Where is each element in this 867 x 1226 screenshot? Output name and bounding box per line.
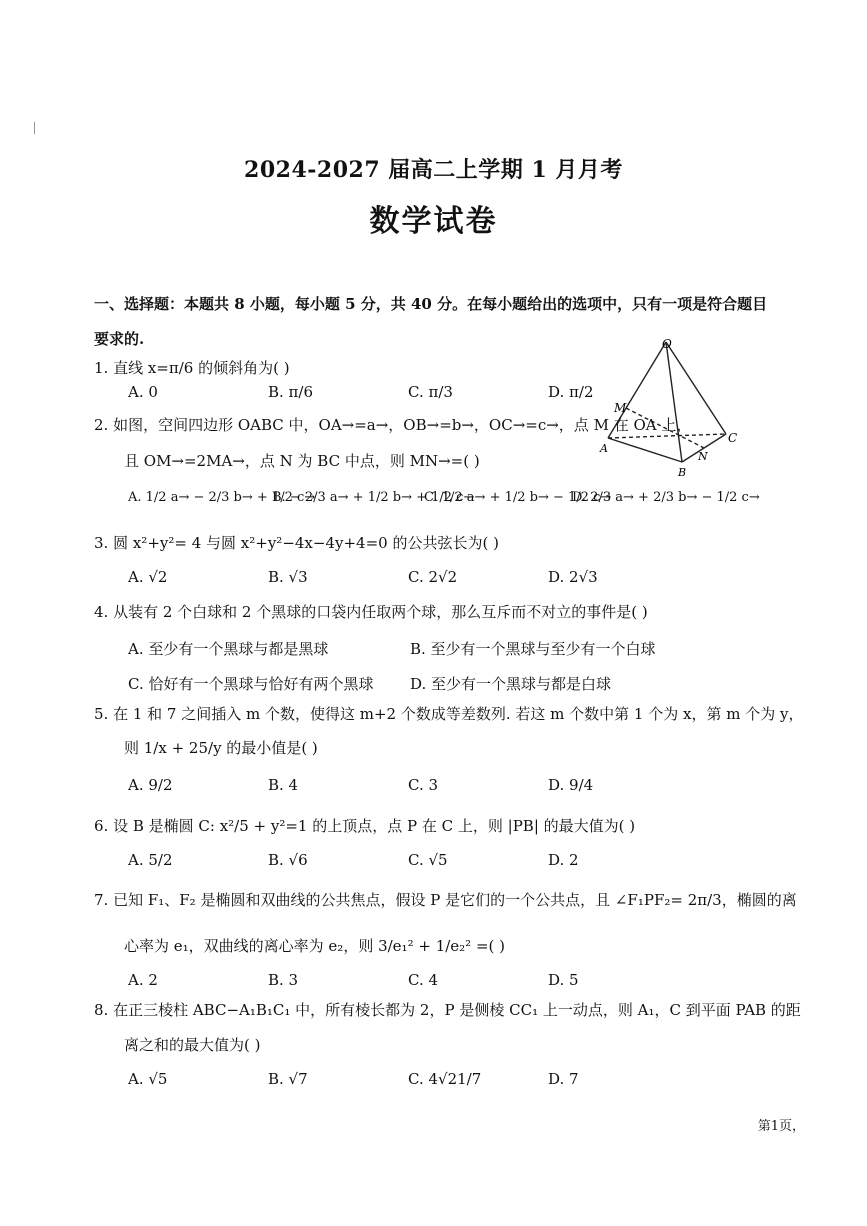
q1-option-d: D. π/2	[548, 383, 594, 401]
q1-option-c: C. π/3	[408, 383, 453, 401]
q4-option-b: B. 至少有一个黑球与至少有一个白球	[410, 640, 656, 658]
q6-option-a: A. 5/2	[128, 851, 173, 869]
q4-option-c: C. 恰好有一个黑球与恰好有两个黑球	[128, 675, 374, 693]
question-6-text: 6. 设 B 是椭圆 C: x²/5 + y²=1 的上顶点，点 P 在 C 上，则 |PB| 的最大值为( )	[94, 817, 636, 835]
question-2-text-line1: 2. 如图，空间四边形 OABC 中，OA→=a→，OB→=b→，OC→=c→，点 M 在 OA 上，	[94, 416, 692, 434]
q3-option-b: B. √3	[268, 568, 308, 586]
q3-option-c: C. 2√2	[408, 568, 458, 586]
q7-option-d: D. 5	[548, 971, 579, 989]
label-o: O	[662, 337, 672, 351]
scan-mark	[34, 122, 35, 134]
label-a: A	[600, 442, 608, 455]
question-4-text: 4. 从装有 2 个白球和 2 个黑球的口袋内任取两个球，那么互斥而不对立的事件是( )	[94, 603, 648, 621]
q4-option-a: A. 至少有一个黑球与都是黑球	[128, 640, 329, 658]
edge-oc	[666, 342, 726, 434]
question-7-text-line1: 7. 已知 F₁、F₂ 是椭圆和双曲线的公共焦点，假设 P 是它们的一个公共点，且 ∠F₁PF₂= 2π/3，椭圆的离	[94, 891, 797, 909]
edge-ob	[666, 342, 682, 462]
label-c: C	[728, 431, 738, 445]
label-n: N	[698, 450, 708, 463]
q4-option-d: D. 至少有一个黑球与都是白球	[410, 675, 612, 693]
edge-ac	[608, 434, 726, 438]
q8-option-b: B. √7	[268, 1070, 308, 1088]
q7-option-a: A. 2	[128, 971, 158, 989]
question-2-text-line2: 且 OM→=2MA→，点 N 为 BC 中点，则 MN→=( )	[124, 452, 480, 470]
q2-option-a: A. 1/2 a→ − 2/3 b→ + 1/2 c→	[128, 490, 316, 505]
exam-subtitle: 数学试卷	[369, 204, 498, 239]
question-3-text: 3. 圆 x²+y²= 4 与圆 x²+y²−4x−4y+4=0 的公共弦长为( )	[94, 534, 499, 552]
q1-option-b: B. π/6	[268, 383, 314, 401]
question-8-text-line2: 离之和的最大值为( )	[124, 1036, 261, 1054]
q6-option-b: B. √6	[268, 851, 308, 869]
label-b: B	[678, 466, 687, 479]
q5-option-b: B. 4	[268, 776, 299, 794]
q2-option-c: C. 1/2 a→ + 1/2 b→ − 1/2 c→	[424, 490, 612, 505]
q3-option-d: D. 2√3	[548, 568, 598, 586]
question-5-text-line1: 5. 在 1 和 7 之间插入 m 个数，使得这 m+2 个数成等差数列. 若这 m 个数中第 1 个为 x，第 m 个为 y，	[94, 705, 804, 723]
q5-option-c: C. 3	[408, 776, 439, 794]
question-5-text-line2: 则 1/x + 25/y 的最小值是( )	[124, 739, 318, 757]
segment-mn	[626, 408, 704, 448]
page-number: 第1页，	[757, 1119, 805, 1134]
tetrahedron-figure	[598, 334, 748, 480]
edge-ab	[608, 438, 682, 462]
q6-option-d: D. 2	[548, 851, 579, 869]
question-7-text-line2: 心率为 e₁，双曲线的离心率为 e₂，则 3/e₁² + 1/e₂² =( )	[124, 937, 506, 955]
q8-option-a: A. √5	[128, 1070, 168, 1088]
question-1-text: 1. 直线 x=π/6 的倾斜角为( )	[94, 359, 290, 377]
exam-title: 2024-2027 届高二上学期 1 月月考	[244, 157, 623, 183]
question-8-text-line1: 8. 在正三棱柱 ABC−A₁B₁C₁ 中，所有棱长都为 2，P 是侧棱 CC₁ 上一动点，则 A₁，C 到平面 PAB 的距	[94, 1001, 801, 1019]
q2-option-b: B. − 2/3 a→ + 1/2 b→ + 1/2 c→	[272, 490, 475, 505]
q2-option-d: D. 2/3 a→ + 2/3 b→ − 1/2 c→	[572, 490, 760, 505]
q1-option-a: A. 0	[128, 383, 158, 401]
q5-option-d: D. 9/4	[548, 776, 594, 794]
section-heading-line2: 要求的.	[94, 330, 145, 348]
q7-option-b: B. 3	[268, 971, 299, 989]
q8-option-d: D. 7	[548, 1070, 579, 1088]
section-heading-line1: 一、选择题：本题共 8 小题，每小题 5 分，共 40 分。在每小题给出的选项中，只有一项是符合题目	[94, 295, 768, 313]
q6-option-c: C. √5	[408, 851, 448, 869]
q3-option-a: A. √2	[128, 568, 168, 586]
q7-option-c: C. 4	[408, 971, 439, 989]
q8-option-c: C. 4√21/7	[408, 1070, 482, 1088]
q5-option-a: A. 9/2	[128, 776, 173, 794]
label-m: M	[614, 401, 627, 415]
edge-oa	[608, 342, 666, 438]
